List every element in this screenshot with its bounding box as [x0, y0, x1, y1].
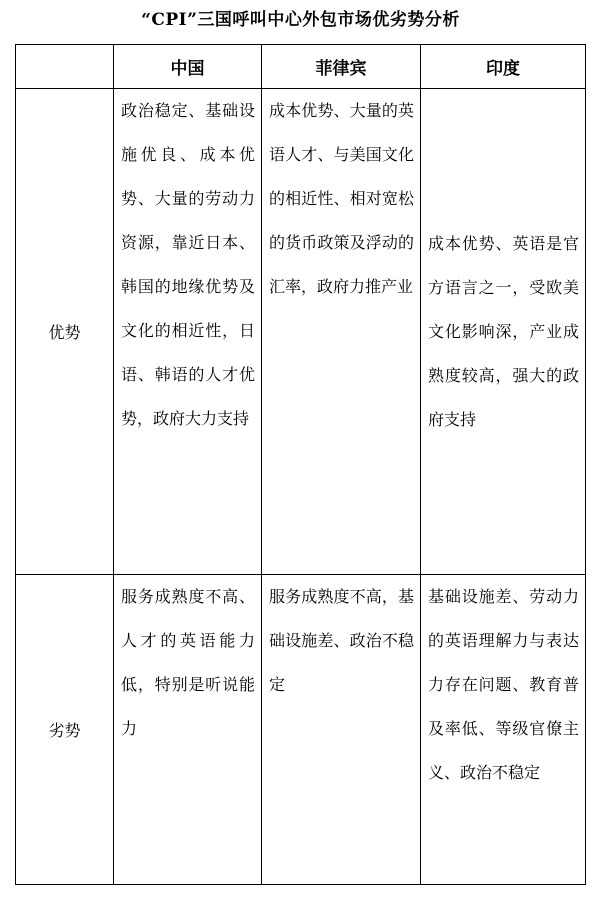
cell-india-advantages: 成本优势、英语是官方语言之一，受欧美文化影响深，产业成熟度较高，强大的政府支持: [421, 89, 586, 575]
header-india: 印度: [421, 45, 586, 89]
cell-china-advantages: 政治稳定、基础设施优良、成本优势、大量的劳动力资源，靠近日本、韩国的地缘优势及文化的相近性，日语、韩语的人才优势，政府大力支持: [114, 89, 262, 575]
page-title: “CPI”三国呼叫中心外包市场优劣势分析: [141, 10, 460, 30]
header-philippines: 菲律宾: [262, 45, 421, 89]
header-empty-cell: [16, 45, 114, 89]
row-label-advantages: 优势: [16, 89, 114, 575]
cell-philippines-disadvantages: 服务成熟度不高，基础设施差、政治不稳定: [262, 575, 421, 885]
row-label-disadvantages: 劣势: [16, 575, 114, 885]
comparison-table: [15, 44, 586, 885]
cell-china-disadvantages: 服务成熟度不高、人才的英语能力低，特别是听说能力: [114, 575, 262, 885]
cell-philippines-advantages: 成本优势、大量的英语人才、与美国文化的相近性、相对宽松的货币政策及浮动的汇率，政府力推产业: [262, 89, 421, 575]
header-china: 中国: [114, 45, 262, 89]
table-row-advantages: [16, 89, 586, 575]
table-row-disadvantages: [16, 575, 586, 885]
header-row: [16, 45, 586, 89]
cell-india-disadvantages: 基础设施差、劳动力的英语理解力与表达力存在问题、教育普及率低、等级官僚主义、政治不稳定: [421, 575, 586, 885]
